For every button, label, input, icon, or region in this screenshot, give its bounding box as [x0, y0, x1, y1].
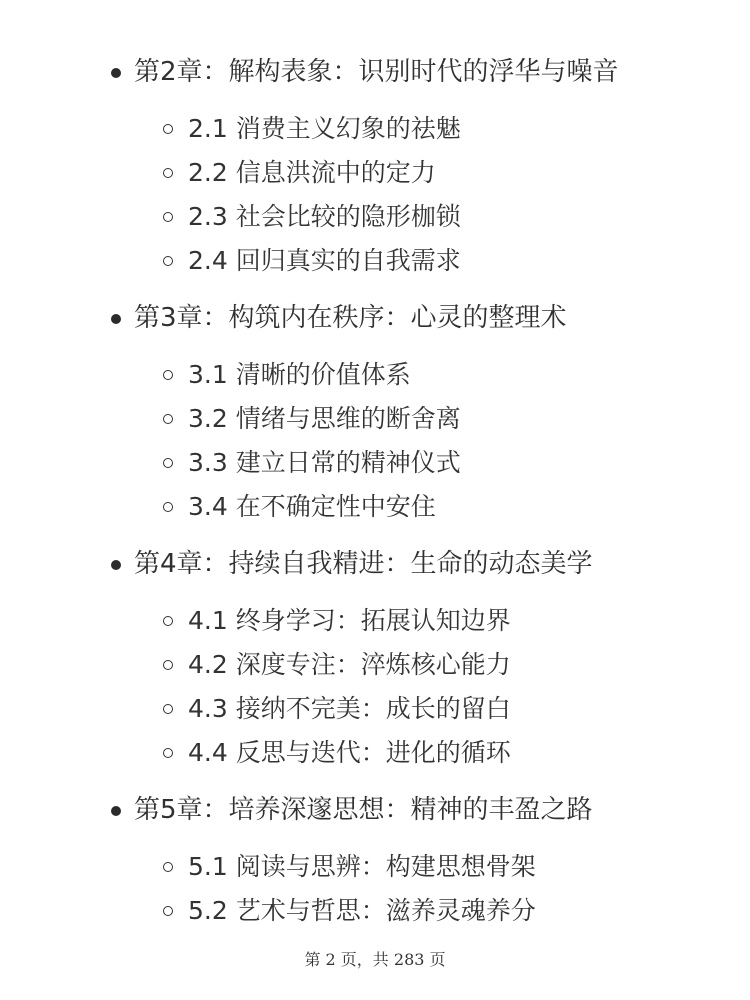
- page-number-footer: 第 2 页，共 283 页: [304, 950, 446, 969]
- section-title: 3.3 建立日常的精神仪式: [188, 448, 461, 477]
- filled-bullet-icon: [111, 560, 121, 570]
- section-title: 5.1 阅读与思辨：构建思想骨架: [188, 852, 536, 881]
- hollow-bullet-icon: [163, 256, 173, 266]
- hollow-bullet-icon: [163, 704, 173, 714]
- hollow-bullet-icon: [163, 616, 173, 626]
- hollow-bullet-icon: [163, 414, 173, 424]
- hollow-bullet-icon: [163, 168, 173, 178]
- section-title: 3.1 清晰的价值体系: [188, 360, 411, 389]
- hollow-bullet-icon: [163, 502, 173, 512]
- section-title: 2.2 信息洪流中的定力: [188, 158, 436, 187]
- filled-bullet-icon: [111, 68, 121, 78]
- filled-bullet-icon: [111, 806, 121, 816]
- chapter-title: 第2章：解构表象：识别时代的浮华与噪音: [134, 57, 619, 87]
- section-title: 2.4 回归真实的自我需求: [188, 246, 461, 275]
- section-title: 5.2 艺术与哲思：滋养灵魂养分: [188, 896, 536, 925]
- chapter-title: 第5章：培养深邃思想：精神的丰盈之路: [134, 795, 593, 825]
- section-title: 3.2 情绪与思维的断舍离: [188, 404, 461, 433]
- section-title: 4.3 接纳不完美：成长的留白: [188, 694, 511, 723]
- section-title: 2.3 社会比较的隐形枷锁: [188, 202, 461, 231]
- section-title: 4.2 深度专注：淬炼核心能力: [188, 650, 511, 679]
- section-title: 4.4 反思与迭代：进化的循环: [188, 738, 511, 767]
- section-title: 2.1 消费主义幻象的祛魅: [188, 114, 461, 143]
- hollow-bullet-icon: [163, 906, 173, 916]
- chapter-title: 第3章：构筑内在秩序：心灵的整理术: [134, 303, 567, 333]
- hollow-bullet-icon: [163, 660, 173, 670]
- chapter-title: 第4章：持续自我精进：生命的动态美学: [134, 549, 593, 579]
- filled-bullet-icon: [111, 314, 121, 324]
- hollow-bullet-icon: [163, 862, 173, 872]
- section-title: 3.4 在不确定性中安住: [188, 492, 436, 521]
- hollow-bullet-icon: [163, 124, 173, 134]
- hollow-bullet-icon: [163, 212, 173, 222]
- hollow-bullet-icon: [163, 370, 173, 380]
- section-title: 4.1 终身学习：拓展认知边界: [188, 606, 511, 635]
- hollow-bullet-icon: [163, 458, 173, 468]
- hollow-bullet-icon: [163, 748, 173, 758]
